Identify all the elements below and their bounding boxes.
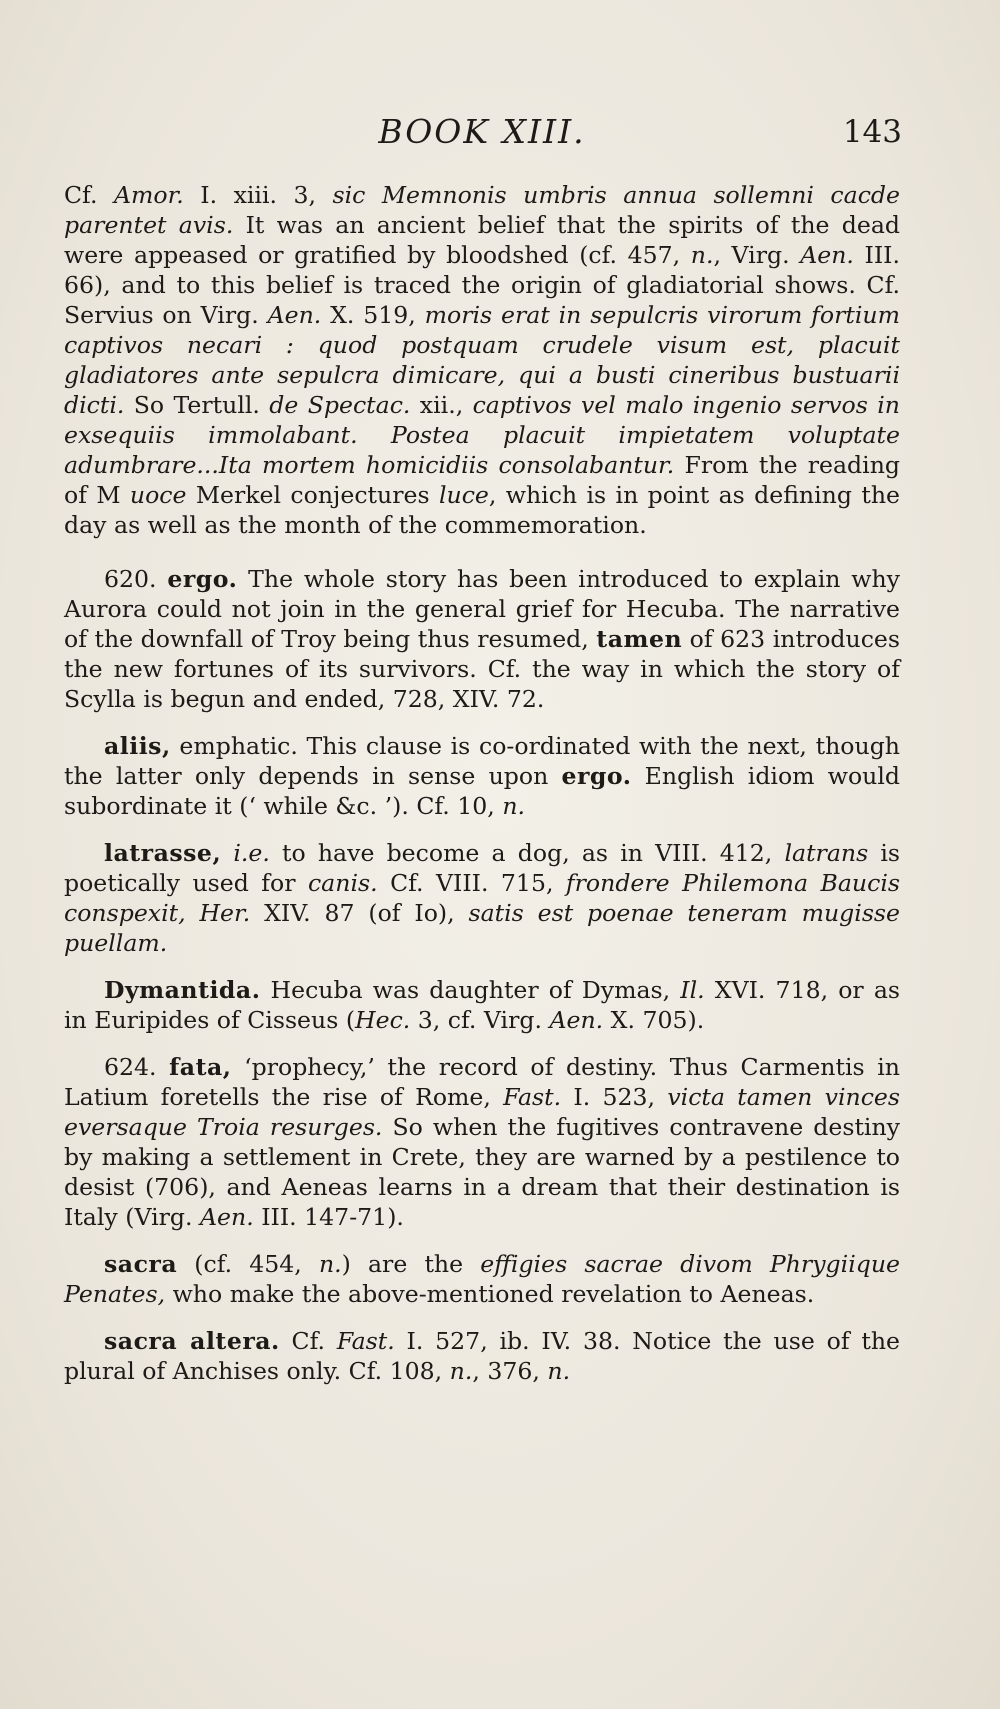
note-text: Cf. VIII. 715,	[377, 869, 566, 897]
note-text: , which is in point as defining the day as well as the month of the commemoration.	[64, 481, 900, 539]
note-text: I. xiii. 3,	[183, 181, 333, 209]
italic-text: Il.	[680, 976, 705, 1004]
note-paragraph	[64, 1249, 900, 1309]
note-text: X. 519,	[321, 301, 425, 329]
note-paragraph	[64, 1052, 900, 1232]
page-number: 143	[842, 114, 902, 150]
note-text: So Tertull.	[124, 391, 270, 419]
note-text: Hecuba was daughter of Dymas,	[260, 976, 681, 1004]
note-text: It was an ancient belief that the spirits of the dead were appeased or gratified by bloodshed (cf. 457,	[64, 211, 900, 269]
italic-text: n.	[502, 792, 526, 820]
italic-text: n.	[318, 1250, 342, 1278]
italic-text: captivos vel malo ingenio servos in exsequiis immolabant. Postea placuit impietatem voluptate adumbrare...Ita mortem homicidiis consolabantur.	[64, 391, 900, 479]
italic-text: uoce	[129, 481, 187, 509]
lemma-text: fata,	[169, 1053, 232, 1081]
note-text: I. 527, ib. IV. 38. Notice the use of the plural of Anchises only. Cf. 108,	[64, 1327, 900, 1385]
italic-text: canis.	[307, 869, 378, 897]
italic-text: Aen.	[200, 1203, 254, 1231]
italic-text: victa tamen vinces eversaque Troia resurges.	[64, 1083, 900, 1141]
lemma-text: sacra altera.	[104, 1327, 280, 1355]
note-text: xii.,	[410, 391, 473, 419]
note-text: ) are the	[341, 1250, 481, 1278]
note-text: 3, cf. Virg.	[410, 1006, 550, 1034]
note-text: who make the above-mentioned revelation to Aeneas.	[165, 1280, 815, 1308]
italic-text: Fast.	[503, 1083, 562, 1111]
note-paragraph	[64, 564, 900, 714]
lemma-text: ergo.	[167, 565, 238, 593]
note-text: Cf.	[279, 1327, 337, 1355]
lemma-text: latrasse,	[104, 839, 222, 867]
italic-text: i.e.	[233, 839, 270, 867]
page-header	[62, 112, 902, 162]
lemma-text: aliis,	[104, 732, 171, 760]
lemma-text: sacra	[104, 1250, 178, 1278]
italic-text: Aen.	[549, 1006, 604, 1034]
note-text: 620.	[104, 565, 168, 593]
commentary-body	[64, 180, 900, 1403]
lemma-text: Dymantida.	[104, 976, 261, 1004]
note-text	[221, 839, 233, 867]
note-text: 624.	[104, 1053, 170, 1081]
italic-text: luce	[438, 481, 489, 509]
italic-text: sic Memnonis umbris annua sollemni cacde parentet avis.	[64, 181, 900, 239]
note-text: , Virg.	[713, 241, 801, 269]
note-text: to have become a dog, as in VIII. 412,	[269, 839, 785, 867]
italic-text: moris erat in sepulcris virorum fortium captivos necari : quod postquam crudele visum est, placuit gladiatores ante sepulcra dimicare, qui a busti cineribus bustuarii dicti.	[64, 301, 900, 419]
note-text: (cf. 454,	[177, 1250, 319, 1278]
note-text: Merkel conjectures	[186, 481, 439, 509]
note-text: emphatic. This clause is co-ordinated with the next, though the latter only depends in sense upon	[64, 732, 900, 790]
note-text: I. 523,	[561, 1083, 668, 1111]
italic-text: Fast.	[336, 1327, 395, 1355]
running-title: BOOK XIII.	[378, 112, 586, 151]
note-paragraph	[64, 975, 900, 1035]
note-text: From the reading of M	[64, 451, 900, 509]
italic-text: Hec.	[355, 1006, 411, 1034]
note-text: Cf.	[64, 181, 114, 209]
note-paragraph	[64, 1326, 900, 1386]
italic-text: n.	[690, 241, 714, 269]
italic-text: latrans	[784, 839, 869, 867]
italic-text: frondere Philemona Baucis conspexit, Her.	[64, 869, 900, 927]
note-text: , 376,	[472, 1357, 548, 1385]
note-paragraph	[64, 731, 900, 821]
italic-text: effigies sacrae divom Phrygiique Penates,	[64, 1250, 900, 1308]
italic-text: de Spectac.	[269, 391, 411, 419]
note-text: XVI. 718, or as in Euripides of Cisseus (	[64, 976, 900, 1034]
note-paragraph	[64, 180, 900, 540]
lemma-text: tamen	[596, 625, 683, 653]
italic-text: satis est poenae teneram mugisse puellam.	[64, 899, 900, 957]
italic-text: n.	[449, 1357, 473, 1385]
note-text: XIV. 87 (of Io),	[250, 899, 469, 927]
note-text: III. 66), and to this belief is traced the origin of gladiatorial shows. Cf. Servius on Virg.	[64, 241, 900, 329]
italic-text: Amor.	[113, 181, 184, 209]
note-paragraph	[64, 838, 900, 958]
italic-text: Aen.	[800, 241, 854, 269]
note-text: of 623 introduces the new fortunes of its survivors. Cf. the way in which the story of Scylla is begun and ended, 728, XIV. 72.	[64, 625, 900, 713]
italic-text: Aen.	[267, 301, 322, 329]
lemma-text: ergo.	[561, 762, 632, 790]
note-text: English idiom would subordinate it (‘ while &c. ’). Cf. 10,	[64, 762, 900, 820]
note-text: So when the fugitives contravene destiny by making a settlement in Crete, they are warned by a pestilence to desist (706), and Aeneas learns in a dream that their destination is Italy (Virg.	[64, 1113, 900, 1231]
note-text: ‘prophecy,’ the record of destiny. Thus Carmentis in Latium foretells the rise of Rome,	[64, 1053, 900, 1111]
note-text: is poetically used for	[64, 839, 901, 897]
note-text: III. 147-71).	[253, 1203, 404, 1231]
italic-text: n.	[547, 1357, 571, 1385]
note-text: X. 705).	[603, 1006, 705, 1034]
note-text: The whole story has been introduced to explain why Aurora could not join in the general grief for Hecuba. The narrative of the downfall of Troy being thus resumed,	[64, 565, 900, 653]
